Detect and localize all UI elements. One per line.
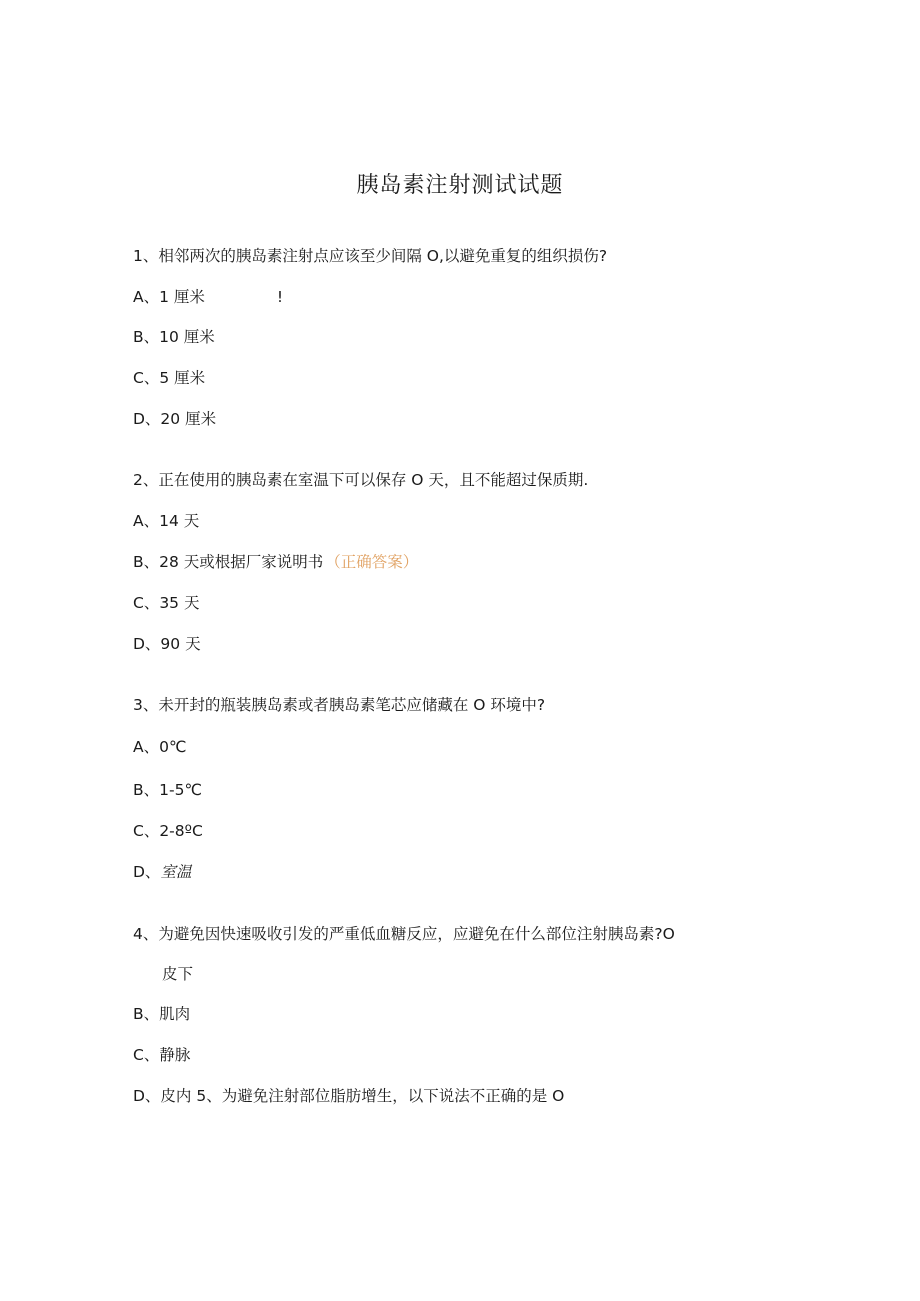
q2-option-d: D、90 天 (133, 635, 201, 653)
q2-option-b-text: B、28 天或根据厂家说明书 (133, 553, 324, 571)
q3-option-a: A、0℃ (133, 738, 187, 756)
q3-option-b: B、1-5℃ (133, 781, 202, 799)
q1-option-a (133, 286, 283, 308)
q2-option-b (133, 551, 418, 573)
q3-option-d (133, 861, 191, 883)
q1-option-a-mark: ! (276, 288, 284, 306)
q1-option-d: D、20 厘米 (133, 410, 217, 428)
q3-option-d-prefix: D、 (133, 863, 161, 881)
q4-option-b: B、肌肉 (133, 1005, 191, 1023)
q3-option-d-text: 室温 (160, 863, 192, 881)
q3-option-c: C、2-8ºC (133, 822, 203, 840)
question-3: 3、未开封的瓶装胰岛素或者胰岛素笔芯应储藏在 O 环境中? (133, 696, 546, 714)
q1-option-a-text: A、1 厘米 (133, 288, 205, 306)
q1-option-b: B、10 厘米 (133, 328, 215, 346)
page-title: 胰岛素注射测试试题 (356, 173, 564, 198)
q2-option-a: A、14 天 (133, 512, 200, 530)
q4-option-c: C、静脉 (133, 1046, 191, 1064)
question-4: 4、为避免因快速吸收引发的严重低血糖反应，应避免在什么部位注射胰岛素?O (133, 925, 675, 943)
question-1: 1、相邻两次的胰岛素注射点应该至少间隔 O,以避免重复的组织损伤? (133, 247, 608, 265)
q4-option-a: 皮下 (162, 965, 194, 983)
correct-answer-tag: （正确答案） (325, 553, 419, 571)
question-2: 2、正在使用的胰岛素在室温下可以保存 O 天，且不能超过保质期. (133, 471, 589, 489)
q4-option-d: D、皮内 5、为避免注射部位脂肪增生，以下说法不正确的是 O (133, 1087, 565, 1105)
q1-option-c: C、5 厘米 (133, 369, 206, 387)
q2-option-c: C、35 天 (133, 594, 200, 612)
